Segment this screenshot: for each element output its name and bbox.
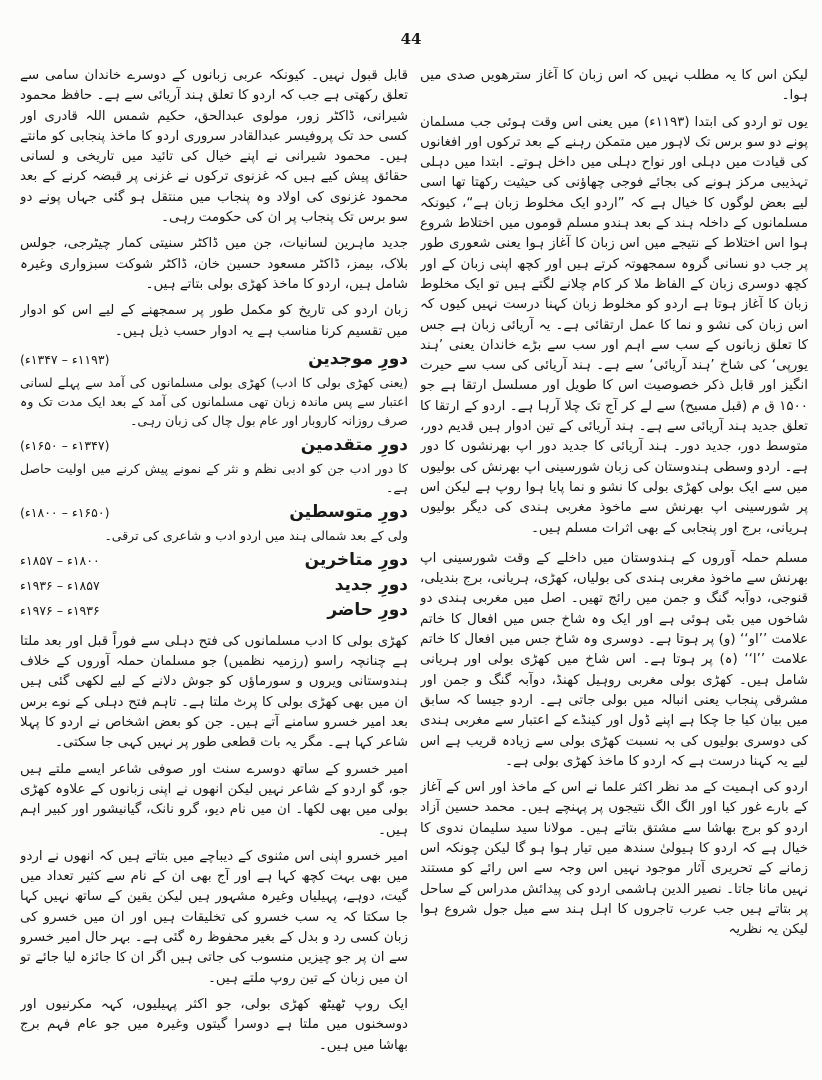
era-row [20, 434, 408, 457]
era-row [20, 549, 408, 572]
era-row [20, 599, 408, 622]
era-description: کا دور ادب جن کو ادبی نظم و نثر کے نمونے پیش کرنے میں اولیت حاصل ہے۔ [20, 460, 408, 495]
era-name: دورِ حاضر [327, 599, 408, 620]
era-name: دورِ متوسطین [289, 501, 408, 522]
era-dates: (۱۳۴۷ء – ۱۶۵۰ء) [20, 437, 110, 453]
era-dates: ۱۸۰۰ء – ۱۸۵۷ء [20, 552, 100, 568]
era-row [20, 574, 408, 597]
era-row [20, 348, 408, 371]
era-dates: ۱۸۵۷ء – ۱۹۳۶ء [20, 577, 100, 593]
right-paragraph-2: یوں تو اردو کی ابتدا (۱۱۹۳ء) میں یعنی اس وقت ہوئی جب مسلمان پونے دو سو برس تک لاہور میں متمکن رہنے کے بعد ترکوں اور افغانوں کی قیادت میں دہلی اور نواح دہلی میں داخل ہوتے۔ ابتدا میں دہلی تہذیبی مرکز ہونے کی بجائے فوجی چھاؤنی کی حیثیت رکھتا تھا اسی لیے بعض لوگوں کا خیال ہے کہ ”اردو ایک مخلوط زبان ہے“، کیونکہ مسلمانوں کے داخلہ ہند کے بعد ہندو مسلم قوموں میں اختلاط شروع ہوا اس اختلاط کے نتیجے میں اس زبان کا آغاز ہوا یعنی شعوری طور پر جب دو نسانی گروہ سمجھوتہ کرتے ہیں اور کچھ اپنی زبان کے اور کچھ دوسری زبان کے الفاظ ملا کر کام چلانے لگتے ہیں تو ایک مخلوط زبان کا آغاز ہوتا ہے اردو کو مخلوط زبان کہنا درست نہیں کیوں کہ اس زبان کی نشو و نما کا عمل ارتقائی ہے۔ یہ آریائی زبان ہے جس کا تعلق زبانوں کے سب سے اہم اور سب سے بڑے خاندان یعنی ’ہند یورپی‘ کی شاخ ’ہند آریائی‘ سے ہے۔ ہند آریائی کی سب سے حیرت انگیز اور قابل ذکر خصوصیت اس کا طویل اور مسلسل ارتقا ہے جو ۱۵۰۰ ق م (قبل مسیح) سے لے کر آج تک چلا آرہا ہے۔ اردو کے ارتقا کا تعلق جدید ہند آریائی سے ہے۔ ہند آریائی کے تین ادوار ہیں قدیم دور، متوسط دور، جدید دور۔ ہند آریائی کا جدید دور اپ بھرنشوں کا دور ہے۔ اردو وسطی ہندوستان کی زبان شورسینی اپ بھرنش کی بولیوں میں سے ایک بولی کھڑی بولی کا نشو و نما پایا ہوا روپ ہے لیکن اس پر شورسینی اپ بھرنش سے ماخوذ مغربی ہندی کی دیگر بولیوں ہریانی، برج اور پنجابی کے بھی اثرات مسلم ہیں۔ [420, 114, 808, 536]
left-paragraph-1: قابل قبول نہیں۔ کیونکہ عربی زبانوں کے دوسرے خاندان سامی سے تعلق رکھتی ہے جب کہ اردو کا تعلق ہند آریائی سے ہے۔ حافظ محمود شیرانی، ڈاکٹر زور، مولوی عبدالحق، حکیم شمس اللہ قادری اور کسی حد تک پروفیسر عبدالقادر سروری اردو کا ماخذ پنجابی کو مانتے ہیں۔ محمود شیرانی نے اپنے خیال کی تائید میں تاریخی و لسانی حقائق پیش کیے ہیں کہ غزنوی ترکوں نے غزنی پر قبضہ کرنے کے بعد محمود غزنوی کی اولاد وہ پنجاب میں منتقل ہو گئی جہاں پونے دو سو برس تک پنجاب پر ان کی حکومت رہی۔ [20, 68, 408, 226]
right-paragraph-1: لیکن اس کا یہ مطلب نہیں کہ اس زبان کا آغاز سترھویں صدی میں ہوا۔ [420, 68, 808, 104]
era-dates: (۱۱۹۳ء – ۱۳۴۷ء) [20, 351, 110, 367]
left-paragraph-4: کھڑی بولی کا ادب مسلمانوں کی فتح دہلی سے فوراً قبل اور بعد ملتا ہے چنانچہ راسو (رزمیہ نظمیں) جو مسلمان حملہ آوروں کے خلاف ہندوستانی ویروں و سورماؤں کو جوش دلانے کے لیے لکھی گئی ہیں ان میں بھی کھڑی بولی کا پرٹ ملتا ہے۔ تاہم فتح دہلی کے نوے برس بعد امیر خسرو سامنے آتے ہیں۔ جن کو بعض اشخاص نے اردو کا پہلا شاعر کہا ہے۔ مگر یہ بات قطعی طور پر نہیں کہی جا سکتی۔ [20, 633, 408, 751]
era-row [20, 501, 408, 524]
era-name: دورِ موجدین [308, 348, 408, 369]
right-paragraph-4: اردو کی اہمیت کے مد نظر اکثر علما نے اس کے ماخذ اور اس کے آغاز کے بارے غور کیا اور الگ الگ نتیجوں پر پہنچے ہیں۔ محمد حسین آزاد اردو کو برج بھاشا سے مشتق بتاتے ہیں۔ مولانا سید سلیمان ندوی کا خیال ہے کہ اردو کا ہیولیٰ سندھ میں تیار ہوا ہو گا لیکن چونکہ اس زمانے کے تحریری آثار موجود نہیں اس وجہ سے اس رائے کو مستند نہیں مانا جاتا۔ نصیر الدین ہاشمی اردو کی پیدائش مدراس کے ساحل پر بتاتے ہیں جب عرب تاجروں کا اہل ہند سے میل جول شروع ہوا لیکن یہ نظریہ [420, 780, 808, 938]
era-name: دورِ متقدمین [300, 434, 408, 455]
era-description: (یعنی کھڑی بولی کا ادب) کھڑی بولی مسلمانوں کی آمد سے پہلے لسانی اعتبار سے پس ماندہ زبان تھی مسلمانوں کی آمد کے بعد ایک مدت تک وہ صرف روزانہ کاروبار اور عام بول چال کی زبان رہی۔ [20, 374, 408, 428]
era-list [20, 348, 408, 622]
page-number: 44 [400, 30, 422, 48]
era-dates: (۱۶۵۰ء – ۱۸۰۰ء) [20, 504, 110, 520]
left-column [20, 66, 408, 1066]
right-column [420, 66, 808, 1066]
left-paragraph-2: جدید ماہرین لسانیات، جن میں ڈاکٹر سنیتی کمار چیٹرجی، جولس بلاک، بیمز، ڈاکٹر مسعود حسین خان، ڈاکٹر شوکت سبزواری وغیرہ شامل ہیں، اردو کا ماخذ کھڑی بولی بتاتے ہیں۔ [20, 236, 408, 292]
left-paragraph-7: ایک روپ ٹھیٹھ کھڑی بولی، جو اکثر پہیلیوں، کہہ مکرنیوں اور دوسخنوں میں ملتا ہے دوسرا گیتوں وغیرہ میں جو عام فہم برج بھاشا میں ہیں۔ [20, 996, 408, 1053]
era-name: دورِ جدید [334, 574, 408, 595]
era-description: ولی کے بعد شمالی ہند میں اردو ادب و شاعری کی ترقی۔ [104, 527, 408, 543]
era-name: دورِ متاخرین [304, 549, 408, 570]
left-paragraph-6: امیر خسرو اپنی اس مثنوی کے دیباچے میں بتاتے ہیں کہ انھوں نے اردو میں بھی بہت کچھ کہا ہے اور آج بھی ان کے نام سے کثیر تعداد میں گیت، دوہے، پہیلیاں وغیرہ مشہور ہیں لیکن یقین کے ساتھ نہیں کہا جا سکتا کہ یہ سب خسرو کی تخلیقات ہیں اور ان میں خسرو کی زبان کسی رد و بدل کے بغیر محفوظ رہ گئی ہے۔ بہر حال امیر خسرو سے ان پر جو چیزیں منسوب کی جاتی ہیں اگر ان کا جائزہ لیا جائے تو ان میں زبان کے تین روپ ملتے ہیں۔ [20, 848, 408, 986]
left-paragraph-5: امیر خسرو کے ساتھ دوسرے سنت اور صوفی شاعر ایسے ملتے ہیں جو، گو اردو کے شاعر نہیں لیکن انھوں نے اپنی زبانوں کے علاوہ کھڑی بولی میں بھی لکھا۔ ان میں نام دیو، گرو نانک، گیانیشور اور کبیر اہم ہیں۔ [20, 761, 408, 838]
left-paragraph-3: زبان اردو کی تاریخ کو مکمل طور پر سمجھنے کے لیے اس کو ادوار میں تقسیم کرنا مناسب ہے یہ ادوار حسب ذیل ہیں۔ [20, 303, 408, 339]
era-dates: ۱۹۳۶ء – ۱۹۷۶ء [20, 602, 100, 618]
right-paragraph-3: مسلم حملہ آوروں کے ہندوستان میں داخلے کے وقت شورسینی اپ بھرنش سے ماخوذ مغربی ہندی کی بولیاں، کھڑی، ہریانی، برج بندیلی، قنوجی، دوآبہ گنگ و جمن میں رائج تھیں۔ اصل میں مغربی ہندی دو شاخوں میں بٹی ہوئی ہے اور ایک وہ شاخ جس میں افعال کا خاتم علامت ’’او‘‘ (و) پر ہوتا ہے۔ دوسری وہ شاخ جس میں افعال کا خاتم علامت ’’ا‘‘ (ہ) پر ہوتا ہے۔ اس شاخ میں کھڑی بولی اور ہریانی شامل ہیں۔ کھڑی بولی مغربی روہیل کھنڈ، دوآبہ گنگ و جمن اور مشرقی پنجاب یعنی انبالہ میں بولی جاتی ہے۔ اردو جیسا کہ سابق میں بیان کیا جا چکا ہے اپنے ڈول اور کینڈے کے اعتبار سے مغربی ہندی کی دوسری بولیوں کی بہ نسبت کھڑی بولی سے زیادہ قریب ہے اس لیے یہ کہنا درست ہے کہ اردو کا ماخذ کھڑی بولی ہے۔ [420, 550, 808, 769]
